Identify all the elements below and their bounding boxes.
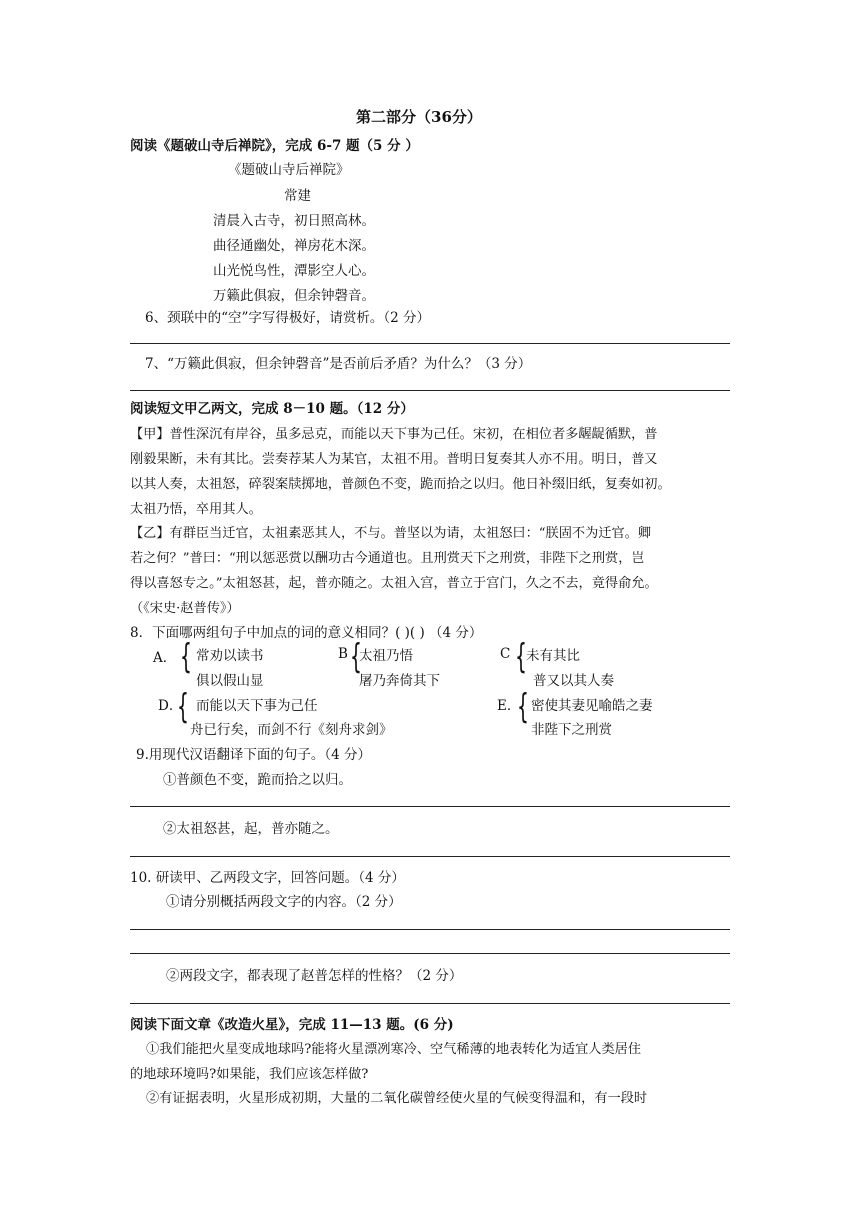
brace-icon: { [180, 637, 192, 677]
mars-paragraph-line: ①我们能把火星变成地球吗?能将火星漂冽寒冷、空气稀薄的地表转化为适宜人类居住 [146, 1042, 642, 1057]
question-7: 7、“万籁此俱寂，但余钟磬音”是否前后矛盾？为什么？（3 分） [145, 356, 532, 372]
answer-line [130, 856, 730, 857]
option-c-label: C [500, 646, 511, 662]
question-10-item-2: ②两段文字，都表现了赵普怎样的性格？（2 分） [166, 968, 463, 984]
poem-line: 万籁此俱寂，但余钟磬音。 [213, 288, 375, 304]
poem-heading: 阅读《题破山寺后禅院》，完成 6-7 题（5 分 ） [130, 138, 419, 154]
option-b-sentence-1: 太祖乃悟 [359, 648, 413, 664]
question-8: 8．下面哪两组句子中加点的词的意义相同？( )( ) （4 分） [130, 625, 483, 641]
mars-paragraph-line: 的地球环境吗?如果能，我们应该怎样做? [130, 1067, 369, 1082]
brace-icon: { [515, 637, 527, 677]
option-e-label: E． [497, 698, 521, 714]
answer-line [130, 390, 730, 391]
brace-icon: { [350, 637, 362, 677]
option-d-label: D． [158, 698, 183, 714]
brace-icon: { [177, 687, 189, 727]
passage-jia-line: 太祖乃悟，卒用其人。 [130, 502, 262, 517]
passage-jia-line: 【甲】普性深沉有岸谷，虽多忌克，而能以天下事为己任。宋初，在相位者多龌龊循默，普 [130, 427, 658, 442]
question-10-item-1: ①请分别概括两段文字的内容。（2 分） [166, 894, 402, 910]
question-9-item-2: ②太祖怒甚，起，普亦随之。 [163, 821, 339, 837]
answer-line [130, 929, 730, 930]
option-d-sentence-2: 舟已行矣，而剑不行《刻舟求剑》 [190, 722, 393, 738]
option-a-sentence-2: 俱以假山显 [196, 673, 264, 689]
answer-line [130, 343, 730, 344]
poem-author: 常建 [284, 188, 311, 204]
poem-title: 《题破山寺后禅院》 [228, 162, 350, 178]
mars-paragraph-line: ②有证据表明，火星形成初期，大量的二氧化碳曾经使火星的气候变得温和，有一段时 [146, 1091, 648, 1106]
answer-line [130, 1003, 730, 1004]
option-c-sentence-1: 未有其比 [526, 648, 580, 664]
option-d-sentence-1: 而能以天下事为己任 [196, 698, 318, 714]
mars-heading: 阅读下面文章《改造火星》，完成 11—13 题。(6 分) [130, 1017, 454, 1033]
passage-yi-line: 【乙】有群臣当迁官，太祖素恶其人，不与。普坚以为请，太祖怒曰：“朕固不为迁官。卿 [130, 526, 652, 541]
page-title: 第二部分（36分） [356, 108, 482, 126]
answer-line [130, 806, 730, 807]
option-a-label: A． [153, 650, 177, 666]
poem-line: 山光悦鸟性，潭影空人心。 [213, 263, 375, 279]
answer-line [130, 953, 730, 954]
question-10: 10. 研读甲、乙两段文字，回答问题。（4 分） [130, 870, 405, 886]
question-9-item-1: ①普颜色不变，跪而拾之以归。 [163, 772, 352, 788]
passage-jia-line: 刚毅果断，未有其比。尝奏荐某人为某官，太祖不用。普明日复奏其人亦不用。明日，普又 [130, 452, 658, 467]
option-a-sentence-1: 常劝以读书 [196, 648, 264, 664]
passage-jia-line: 以其人奏，太祖怒，碎裂案牍掷地，普颜色不变，跪而拾之以归。他日补缀旧纸，复奏如初。 [130, 477, 671, 492]
option-b-sentence-2: 屠乃奔倚其下 [359, 673, 440, 689]
question-6: 6、颈联中的“空”字写得极好，请赏析。（2 分） [145, 310, 431, 326]
passage-source: （《宋史·赵普传》） [130, 601, 240, 616]
prose-heading: 阅读短文甲乙两文，完成 8－10 题。（12 分） [130, 401, 414, 417]
option-e-sentence-2: 非陛下之刑赏 [531, 722, 612, 738]
option-c-sentence-2: 普又以其人奏 [533, 673, 614, 689]
passage-yi-line: 得以喜怒专之。”太祖怒甚，起，普亦随之。太祖入宫，普立于宫门，久之不去，竟得俞允。 [130, 576, 658, 591]
poem-line: 曲径通幽处，禅房花木深。 [213, 238, 375, 254]
question-9: 9.用现代汉语翻译下面的句子。（4 分） [136, 747, 372, 763]
poem-line: 清晨入古寺，初日照高林。 [213, 213, 375, 229]
option-b-label: B [338, 646, 348, 662]
brace-icon: { [517, 687, 529, 727]
option-e-sentence-1: 密使其妻见喻皓之妻 [531, 698, 653, 714]
passage-yi-line: 若之何？”普曰：“刑以惩恶赏以酬功古今通道也。且刑赏天下之刑赏，非陛下之刑赏，岂 [130, 551, 645, 566]
